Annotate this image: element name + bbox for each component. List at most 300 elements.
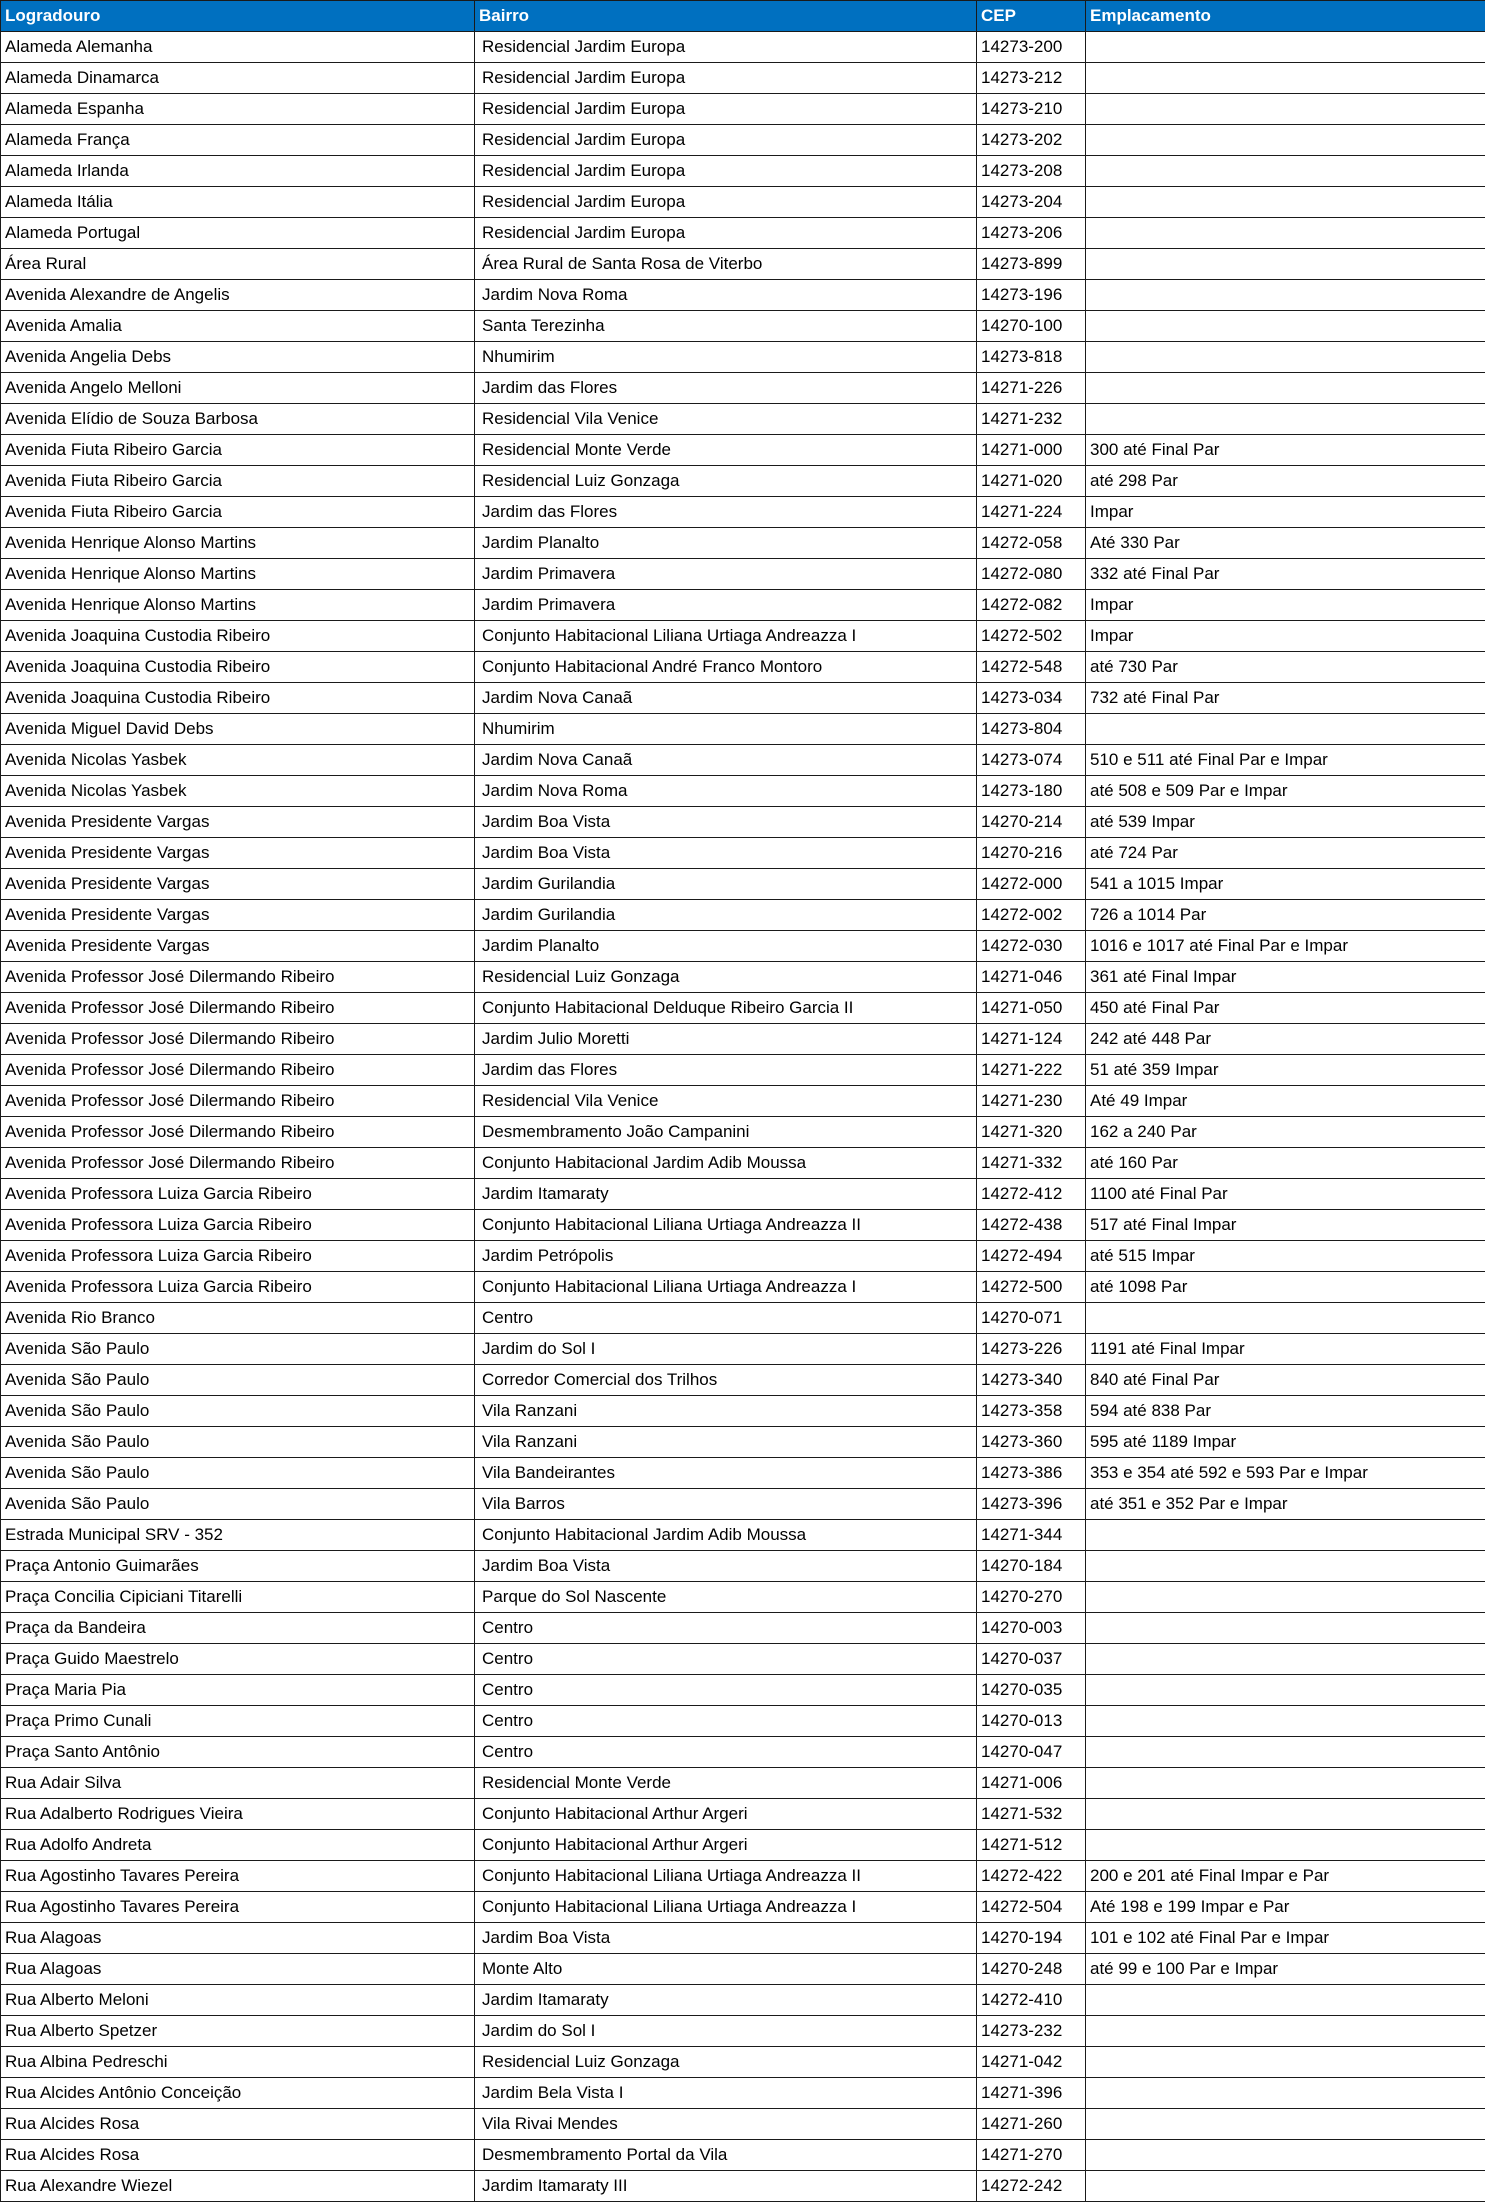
logradouro-cell[interactable]: Avenida Joaquina Custodia Ribeiro: [1, 683, 475, 714]
bairro-cell[interactable]: Jardim Planalto: [475, 528, 977, 559]
bairro-cell[interactable]: Jardim Boa Vista: [475, 1923, 977, 1954]
logradouro-cell[interactable]: Avenida Nicolas Yasbek: [1, 745, 475, 776]
bairro-cell[interactable]: Monte Alto: [475, 1954, 977, 1985]
emplacamento-cell[interactable]: [1086, 1830, 1485, 1861]
bairro-cell[interactable]: Conjunto Habitacional Liliana Urtiaga Andreazza II: [475, 1210, 977, 1241]
bairro-cell[interactable]: Corredor Comercial dos Trilhos: [475, 1365, 977, 1396]
bairro-cell[interactable]: Residencial Jardim Europa: [475, 32, 977, 63]
bairro-cell[interactable]: Jardim das Flores: [475, 1055, 977, 1086]
logradouro-cell[interactable]: Avenida São Paulo: [1, 1489, 475, 1520]
emplacamento-cell[interactable]: 450 até Final Par: [1086, 993, 1485, 1024]
bairro-cell[interactable]: Centro: [475, 1644, 977, 1675]
bairro-cell[interactable]: Conjunto Habitacional Arthur Argeri: [475, 1799, 977, 1830]
logradouro-cell[interactable]: Avenida Nicolas Yasbek: [1, 776, 475, 807]
bairro-cell[interactable]: Residencial Luiz Gonzaga: [475, 2047, 977, 2078]
cep-cell[interactable]: 14270-194: [977, 1923, 1086, 1954]
cep-cell[interactable]: 14272-082: [977, 590, 1086, 621]
emplacamento-cell[interactable]: Até 330 Par: [1086, 528, 1485, 559]
emplacamento-cell[interactable]: Até 49 Impar: [1086, 1086, 1485, 1117]
emplacamento-cell[interactable]: 361 até Final Impar: [1086, 962, 1485, 993]
bairro-cell[interactable]: Conjunto Habitacional Liliana Urtiaga Andreazza I: [475, 1272, 977, 1303]
bairro-cell[interactable]: Centro: [475, 1613, 977, 1644]
logradouro-cell[interactable]: Área Rural: [1, 249, 475, 280]
emplacamento-cell[interactable]: até 160 Par: [1086, 1148, 1485, 1179]
logradouro-cell[interactable]: Praça Concilia Cipiciani Titarelli: [1, 1582, 475, 1613]
logradouro-cell[interactable]: Avenida Angelia Debs: [1, 342, 475, 373]
cep-cell[interactable]: 14270-214: [977, 807, 1086, 838]
emplacamento-cell[interactable]: [1086, 1768, 1485, 1799]
cep-cell[interactable]: 14271-046: [977, 962, 1086, 993]
column-header-logradouro[interactable]: Logradouro: [1, 1, 475, 32]
bairro-cell[interactable]: Residencial Monte Verde: [475, 435, 977, 466]
logradouro-cell[interactable]: Avenida Henrique Alonso Martins: [1, 528, 475, 559]
emplacamento-cell[interactable]: [1086, 1737, 1485, 1768]
logradouro-cell[interactable]: Avenida Presidente Vargas: [1, 869, 475, 900]
table-row: [1, 714, 1485, 745]
emplacamento-cell[interactable]: [1086, 2109, 1485, 2140]
bairro-cell[interactable]: Jardim Gurilandia: [475, 900, 977, 931]
bairro-cell[interactable]: Conjunto Habitacional Delduque Ribeiro Garcia II: [475, 993, 977, 1024]
cep-cell[interactable]: 14273-358: [977, 1396, 1086, 1427]
bairro-cell[interactable]: Vila Bandeirantes: [475, 1458, 977, 1489]
cep-cell[interactable]: 14273-232: [977, 2016, 1086, 2047]
bairro-cell[interactable]: Jardim Boa Vista: [475, 807, 977, 838]
bairro-cell[interactable]: Conjunto Habitacional Liliana Urtiaga Andreazza I: [475, 1892, 977, 1923]
emplacamento-cell[interactable]: [1086, 1582, 1485, 1613]
emplacamento-cell[interactable]: [1086, 187, 1485, 218]
bairro-cell[interactable]: Jardim do Sol I: [475, 1334, 977, 1365]
emplacamento-cell[interactable]: 162 a 240 Par: [1086, 1117, 1485, 1148]
emplacamento-cell[interactable]: 840 até Final Par: [1086, 1365, 1485, 1396]
logradouro-cell[interactable]: Avenida São Paulo: [1, 1365, 475, 1396]
bairro-cell[interactable]: Jardim Primavera: [475, 590, 977, 621]
logradouro-cell[interactable]: Alameda Dinamarca: [1, 63, 475, 94]
cep-cell[interactable]: 14272-242: [977, 2171, 1086, 2202]
bairro-cell[interactable]: Conjunto Habitacional Liliana Urtiaga Andreazza I: [475, 621, 977, 652]
logradouro-cell[interactable]: Avenida Professor José Dilermando Ribeiro: [1, 1117, 475, 1148]
cep-cell[interactable]: 14271-050: [977, 993, 1086, 1024]
cep-cell[interactable]: 14273-804: [977, 714, 1086, 745]
logradouro-cell[interactable]: Avenida Henrique Alonso Martins: [1, 590, 475, 621]
table-row: [1, 776, 1485, 807]
logradouro-cell[interactable]: Praça Guido Maestrelo: [1, 1644, 475, 1675]
logradouro-cell[interactable]: Avenida Professora Luiza Garcia Ribeiro: [1, 1210, 475, 1241]
cep-cell[interactable]: 14271-344: [977, 1520, 1086, 1551]
logradouro-cell[interactable]: Rua Alcides Rosa: [1, 2109, 475, 2140]
emplacamento-cell[interactable]: 353 e 354 até 592 e 593 Par e Impar: [1086, 1458, 1485, 1489]
table-row: [1, 1706, 1485, 1737]
table-row: [1, 1334, 1485, 1365]
logradouro-cell[interactable]: Rua Albina Pedreschi: [1, 2047, 475, 2078]
table-row: [1, 1427, 1485, 1458]
bairro-cell[interactable]: Residencial Jardim Europa: [475, 63, 977, 94]
bairro-cell[interactable]: Residencial Jardim Europa: [475, 125, 977, 156]
emplacamento-cell[interactable]: [1086, 1644, 1485, 1675]
bairro-cell[interactable]: Vila Ranzani: [475, 1396, 977, 1427]
logradouro-cell[interactable]: Avenida São Paulo: [1, 1458, 475, 1489]
logradouro-cell[interactable]: Avenida Presidente Vargas: [1, 931, 475, 962]
emplacamento-cell[interactable]: até 539 Impar: [1086, 807, 1485, 838]
bairro-cell[interactable]: Residencial Jardim Europa: [475, 218, 977, 249]
table-row: [1, 2078, 1485, 2109]
logradouro-cell[interactable]: Avenida Joaquina Custodia Ribeiro: [1, 621, 475, 652]
bairro-cell[interactable]: Jardim Itamaraty III: [475, 2171, 977, 2202]
cep-cell[interactable]: 14270-248: [977, 1954, 1086, 1985]
cep-cell[interactable]: 14271-020: [977, 466, 1086, 497]
cep-cell[interactable]: 14273-210: [977, 94, 1086, 125]
emplacamento-cell[interactable]: até 351 e 352 Par e Impar: [1086, 1489, 1485, 1520]
cep-cell[interactable]: 14271-260: [977, 2109, 1086, 2140]
cep-cell[interactable]: 14273-202: [977, 125, 1086, 156]
bairro-cell[interactable]: Nhumirim: [475, 342, 977, 373]
cep-cell[interactable]: 14273-204: [977, 187, 1086, 218]
cep-cell[interactable]: 14271-042: [977, 2047, 1086, 2078]
bairro-cell[interactable]: Jardim das Flores: [475, 497, 977, 528]
bairro-cell[interactable]: Centro: [475, 1706, 977, 1737]
logradouro-cell[interactable]: Alameda Portugal: [1, 218, 475, 249]
logradouro-cell[interactable]: Avenida Henrique Alonso Martins: [1, 559, 475, 590]
bairro-cell[interactable]: Jardim das Flores: [475, 373, 977, 404]
logradouro-cell[interactable]: Avenida Joaquina Custodia Ribeiro: [1, 652, 475, 683]
emplacamento-cell[interactable]: Impar: [1086, 621, 1485, 652]
cep-cell[interactable]: 14272-058: [977, 528, 1086, 559]
logradouro-cell[interactable]: Avenida Professor José Dilermando Ribeiro: [1, 1055, 475, 1086]
logradouro-cell[interactable]: Avenida São Paulo: [1, 1427, 475, 1458]
bairro-cell[interactable]: Jardim Primavera: [475, 559, 977, 590]
cep-cell[interactable]: 14271-006: [977, 1768, 1086, 1799]
logradouro-cell[interactable]: Avenida Professor José Dilermando Ribeiro: [1, 1086, 475, 1117]
bairro-cell[interactable]: Residencial Jardim Europa: [475, 94, 977, 125]
cep-cell[interactable]: 14270-047: [977, 1737, 1086, 1768]
logradouro-cell[interactable]: Praça Santo Antônio: [1, 1737, 475, 1768]
cep-cell[interactable]: 14270-100: [977, 311, 1086, 342]
cep-cell[interactable]: 14272-500: [977, 1272, 1086, 1303]
emplacamento-cell[interactable]: [1086, 156, 1485, 187]
emplacamento-cell[interactable]: [1086, 125, 1485, 156]
table-row: [1, 745, 1485, 776]
emplacamento-cell[interactable]: [1086, 280, 1485, 311]
cep-cell[interactable]: 14273-034: [977, 683, 1086, 714]
logradouro-cell[interactable]: Avenida Professor José Dilermando Ribeiro: [1, 993, 475, 1024]
logradouro-cell[interactable]: Rua Agostinho Tavares Pereira: [1, 1861, 475, 1892]
column-header-bairro[interactable]: Bairro: [475, 1, 977, 32]
cep-cell[interactable]: 14271-226: [977, 373, 1086, 404]
cep-cell[interactable]: 14270-184: [977, 1551, 1086, 1582]
bairro-cell[interactable]: Conjunto Habitacional André Franco Montoro: [475, 652, 977, 683]
logradouro-cell[interactable]: Rua Alberto Meloni: [1, 1985, 475, 2016]
logradouro-cell[interactable]: Avenida Professor José Dilermando Ribeiro: [1, 1024, 475, 1055]
emplacamento-cell[interactable]: [1086, 1799, 1485, 1830]
cep-cell[interactable]: 14273-196: [977, 280, 1086, 311]
bairro-cell[interactable]: Parque do Sol Nascente: [475, 1582, 977, 1613]
bairro-cell[interactable]: Jardim Bela Vista I: [475, 2078, 977, 2109]
logradouro-cell[interactable]: Alameda Irlanda: [1, 156, 475, 187]
emplacamento-cell[interactable]: [1086, 249, 1485, 280]
logradouro-cell[interactable]: Rua Agostinho Tavares Pereira: [1, 1892, 475, 1923]
cep-cell[interactable]: 14272-504: [977, 1892, 1086, 1923]
logradouro-cell[interactable]: Avenida Rio Branco: [1, 1303, 475, 1334]
column-header-emplacamento[interactable]: Emplacamento: [1086, 1, 1485, 32]
emplacamento-cell[interactable]: [1086, 714, 1485, 745]
cep-cell[interactable]: 14272-080: [977, 559, 1086, 590]
logradouro-cell[interactable]: Praça da Bandeira: [1, 1613, 475, 1644]
cep-cell[interactable]: 14273-200: [977, 32, 1086, 63]
logradouro-cell[interactable]: Avenida Presidente Vargas: [1, 838, 475, 869]
cep-cell[interactable]: 14271-000: [977, 435, 1086, 466]
bairro-cell[interactable]: Residencial Monte Verde: [475, 1768, 977, 1799]
bairro-cell[interactable]: Jardim Boa Vista: [475, 1551, 977, 1582]
logradouro-cell[interactable]: Avenida Fiuta Ribeiro Garcia: [1, 466, 475, 497]
bairro-cell[interactable]: Centro: [475, 1303, 977, 1334]
emplacamento-cell[interactable]: [1086, 2078, 1485, 2109]
emplacamento-cell[interactable]: 1016 e 1017 até Final Par e Impar: [1086, 931, 1485, 962]
logradouro-cell[interactable]: Avenida Elídio de Souza Barbosa: [1, 404, 475, 435]
logradouro-cell[interactable]: Avenida Professor José Dilermando Ribeiro: [1, 1148, 475, 1179]
bairro-cell[interactable]: Vila Barros: [475, 1489, 977, 1520]
cep-cell[interactable]: 14272-422: [977, 1861, 1086, 1892]
cep-cell[interactable]: 14272-502: [977, 621, 1086, 652]
cep-cell[interactable]: 14273-206: [977, 218, 1086, 249]
bairro-cell[interactable]: Centro: [475, 1675, 977, 1706]
table-row: [1, 218, 1485, 249]
cep-cell[interactable]: 14273-396: [977, 1489, 1086, 1520]
cep-cell[interactable]: 14272-030: [977, 931, 1086, 962]
table-row: [1, 1675, 1485, 1706]
cep-cell[interactable]: 14273-208: [977, 156, 1086, 187]
emplacamento-cell[interactable]: [1086, 2140, 1485, 2171]
logradouro-cell[interactable]: Rua Alberto Spetzer: [1, 2016, 475, 2047]
cep-cell[interactable]: 14271-232: [977, 404, 1086, 435]
logradouro-cell[interactable]: Avenida Professor José Dilermando Ribeiro: [1, 962, 475, 993]
bairro-cell[interactable]: Nhumirim: [475, 714, 977, 745]
logradouro-cell[interactable]: Avenida Professora Luiza Garcia Ribeiro: [1, 1272, 475, 1303]
emplacamento-cell[interactable]: até 1098 Par: [1086, 1272, 1485, 1303]
cep-cell[interactable]: 14273-074: [977, 745, 1086, 776]
emplacamento-cell[interactable]: Impar: [1086, 497, 1485, 528]
emplacamento-cell[interactable]: 726 a 1014 Par: [1086, 900, 1485, 931]
emplacamento-cell[interactable]: [1086, 1706, 1485, 1737]
emplacamento-cell[interactable]: [1086, 1520, 1485, 1551]
logradouro-cell[interactable]: Estrada Municipal SRV - 352: [1, 1520, 475, 1551]
bairro-cell[interactable]: Residencial Luiz Gonzaga: [475, 962, 977, 993]
cep-cell[interactable]: 14273-360: [977, 1427, 1086, 1458]
bairro-cell[interactable]: Jardim Julio Moretti: [475, 1024, 977, 1055]
cep-cell[interactable]: 14272-494: [977, 1241, 1086, 1272]
bairro-cell[interactable]: Conjunto Habitacional Arthur Argeri: [475, 1830, 977, 1861]
logradouro-cell[interactable]: Rua Alcides Antônio Conceição: [1, 2078, 475, 2109]
logradouro-cell[interactable]: Praça Primo Cunali: [1, 1706, 475, 1737]
emplacamento-cell[interactable]: [1086, 404, 1485, 435]
table-row: [1, 1613, 1485, 1644]
bairro-cell[interactable]: Área Rural de Santa Rosa de Viterbo: [475, 249, 977, 280]
emplacamento-cell[interactable]: [1086, 342, 1485, 373]
cep-cell[interactable]: 14270-035: [977, 1675, 1086, 1706]
logradouro-cell[interactable]: Rua Adair Silva: [1, 1768, 475, 1799]
emplacamento-cell[interactable]: [1086, 1613, 1485, 1644]
cep-cell[interactable]: 14273-818: [977, 342, 1086, 373]
emplacamento-cell[interactable]: [1086, 2047, 1485, 2078]
logradouro-cell[interactable]: Rua Alagoas: [1, 1923, 475, 1954]
emplacamento-cell[interactable]: [1086, 32, 1485, 63]
cep-cell[interactable]: 14271-320: [977, 1117, 1086, 1148]
cep-cell[interactable]: 14272-000: [977, 869, 1086, 900]
bairro-cell[interactable]: Jardim Nova Canaã: [475, 745, 977, 776]
bairro-cell[interactable]: Santa Terezinha: [475, 311, 977, 342]
emplacamento-cell[interactable]: até 99 e 100 Par e Impar: [1086, 1954, 1485, 1985]
cep-cell[interactable]: 14271-332: [977, 1148, 1086, 1179]
cep-cell[interactable]: 14270-013: [977, 1706, 1086, 1737]
logradouro-cell[interactable]: Rua Alexandre Wiezel: [1, 2171, 475, 2202]
logradouro-cell[interactable]: Avenida Presidente Vargas: [1, 900, 475, 931]
emplacamento-cell[interactable]: até 298 Par: [1086, 466, 1485, 497]
logradouro-cell[interactable]: Avenida São Paulo: [1, 1396, 475, 1427]
logradouro-cell[interactable]: Praça Maria Pia: [1, 1675, 475, 1706]
cep-cell[interactable]: 14270-037: [977, 1644, 1086, 1675]
emplacamento-cell[interactable]: 1191 até Final Impar: [1086, 1334, 1485, 1365]
cep-cell[interactable]: 14273-212: [977, 63, 1086, 94]
emplacamento-cell[interactable]: 332 até Final Par: [1086, 559, 1485, 590]
emplacamento-cell[interactable]: Até 198 e 199 Impar e Par: [1086, 1892, 1485, 1923]
logradouro-cell[interactable]: Rua Adalberto Rodrigues Vieira: [1, 1799, 475, 1830]
bairro-cell[interactable]: Residencial Vila Venice: [475, 1086, 977, 1117]
logradouro-cell[interactable]: Avenida Fiuta Ribeiro Garcia: [1, 497, 475, 528]
bairro-cell[interactable]: Vila Rivai Mendes: [475, 2109, 977, 2140]
emplacamento-cell[interactable]: [1086, 63, 1485, 94]
cep-cell[interactable]: 14273-899: [977, 249, 1086, 280]
emplacamento-cell[interactable]: [1086, 2171, 1485, 2202]
table-row: [1, 404, 1485, 435]
emplacamento-cell[interactable]: [1086, 1985, 1485, 2016]
cep-cell[interactable]: 14272-410: [977, 1985, 1086, 2016]
emplacamento-cell[interactable]: [1086, 373, 1485, 404]
emplacamento-cell[interactable]: 200 e 201 até Final Impar e Par: [1086, 1861, 1485, 1892]
emplacamento-cell[interactable]: até 515 Impar: [1086, 1241, 1485, 1272]
bairro-cell[interactable]: Residencial Vila Venice: [475, 404, 977, 435]
emplacamento-cell[interactable]: 300 até Final Par: [1086, 435, 1485, 466]
bairro-cell[interactable]: Jardim Itamaraty: [475, 1985, 977, 2016]
bairro-cell[interactable]: Residencial Jardim Europa: [475, 187, 977, 218]
bairro-cell[interactable]: Jardim Nova Roma: [475, 280, 977, 311]
logradouro-cell[interactable]: Avenida São Paulo: [1, 1334, 475, 1365]
logradouro-cell[interactable]: Alameda Espanha: [1, 94, 475, 125]
emplacamento-cell[interactable]: 595 até 1189 Impar: [1086, 1427, 1485, 1458]
cep-cell[interactable]: 14272-548: [977, 652, 1086, 683]
bairro-cell[interactable]: Centro: [475, 1737, 977, 1768]
bairro-cell[interactable]: Desmembramento João Campanini: [475, 1117, 977, 1148]
emplacamento-cell[interactable]: [1086, 2016, 1485, 2047]
table-row: [1, 94, 1485, 125]
logradouro-cell[interactable]: Praça Antonio Guimarães: [1, 1551, 475, 1582]
logradouro-cell[interactable]: Rua Adolfo Andreta: [1, 1830, 475, 1861]
emplacamento-cell[interactable]: [1086, 1675, 1485, 1706]
bairro-cell[interactable]: Residencial Jardim Europa: [475, 156, 977, 187]
bairro-cell[interactable]: Vila Ranzani: [475, 1427, 977, 1458]
logradouro-cell[interactable]: Avenida Angelo Melloni: [1, 373, 475, 404]
cep-cell[interactable]: 14270-071: [977, 1303, 1086, 1334]
bairro-cell[interactable]: Desmembramento Portal da Vila: [475, 2140, 977, 2171]
logradouro-cell[interactable]: Rua Alagoas: [1, 1954, 475, 1985]
table-row: [1, 1489, 1485, 1520]
cep-cell[interactable]: 14271-512: [977, 1830, 1086, 1861]
bairro-cell[interactable]: Conjunto Habitacional Jardim Adib Moussa: [475, 1520, 977, 1551]
bairro-cell[interactable]: Jardim Gurilandia: [475, 869, 977, 900]
logradouro-cell[interactable]: Avenida Amalia: [1, 311, 475, 342]
emplacamento-cell[interactable]: [1086, 1551, 1485, 1582]
emplacamento-cell[interactable]: 517 até Final Impar: [1086, 1210, 1485, 1241]
logradouro-cell[interactable]: Alameda França: [1, 125, 475, 156]
bairro-cell[interactable]: Residencial Luiz Gonzaga: [475, 466, 977, 497]
cep-cell[interactable]: 14273-180: [977, 776, 1086, 807]
logradouro-cell[interactable]: Avenida Professora Luiza Garcia Ribeiro: [1, 1241, 475, 1272]
emplacamento-cell[interactable]: [1086, 94, 1485, 125]
logradouro-cell[interactable]: Alameda Itália: [1, 187, 475, 218]
emplacamento-cell[interactable]: 1100 até Final Par: [1086, 1179, 1485, 1210]
cep-cell[interactable]: 14271-270: [977, 2140, 1086, 2171]
logradouro-cell[interactable]: Avenida Fiuta Ribeiro Garcia: [1, 435, 475, 466]
emplacamento-cell[interactable]: 51 até 359 Impar: [1086, 1055, 1485, 1086]
emplacamento-cell[interactable]: [1086, 218, 1485, 249]
cep-cell[interactable]: 14273-226: [977, 1334, 1086, 1365]
table-row: [1, 466, 1485, 497]
cep-cell[interactable]: 14271-230: [977, 1086, 1086, 1117]
logradouro-cell[interactable]: Avenida Presidente Vargas: [1, 807, 475, 838]
cep-cell[interactable]: 14272-438: [977, 1210, 1086, 1241]
logradouro-cell[interactable]: Avenida Miguel David Debs: [1, 714, 475, 745]
bairro-cell[interactable]: Jardim Petrópolis: [475, 1241, 977, 1272]
cep-cell[interactable]: 14270-003: [977, 1613, 1086, 1644]
bairro-cell[interactable]: Jardim do Sol I: [475, 2016, 977, 2047]
emplacamento-cell[interactable]: 242 até 448 Par: [1086, 1024, 1485, 1055]
column-header-cep[interactable]: CEP: [977, 1, 1086, 32]
cep-cell[interactable]: 14271-224: [977, 497, 1086, 528]
table-row: [1, 2140, 1485, 2171]
cep-cell[interactable]: 14273-386: [977, 1458, 1086, 1489]
emplacamento-cell[interactable]: 541 a 1015 Impar: [1086, 869, 1485, 900]
bairro-cell[interactable]: Jardim Planalto: [475, 931, 977, 962]
emplacamento-cell[interactable]: 101 e 102 até Final Par e Impar: [1086, 1923, 1485, 1954]
emplacamento-cell[interactable]: Impar: [1086, 590, 1485, 621]
cep-cell[interactable]: 14272-412: [977, 1179, 1086, 1210]
emplacamento-cell[interactable]: até 508 e 509 Par e Impar: [1086, 776, 1485, 807]
table-row: [1, 838, 1485, 869]
cep-cell[interactable]: 14271-396: [977, 2078, 1086, 2109]
logradouro-cell[interactable]: Rua Alcides Rosa: [1, 2140, 475, 2171]
bairro-cell[interactable]: Conjunto Habitacional Liliana Urtiaga Andreazza II: [475, 1861, 977, 1892]
bairro-cell[interactable]: Jardim Nova Canaã: [475, 683, 977, 714]
cep-cell[interactable]: 14271-222: [977, 1055, 1086, 1086]
cep-cell[interactable]: 14271-532: [977, 1799, 1086, 1830]
logradouro-cell[interactable]: Avenida Professora Luiza Garcia Ribeiro: [1, 1179, 475, 1210]
emplacamento-cell[interactable]: 510 e 511 até Final Par e Impar: [1086, 745, 1485, 776]
emplacamento-cell[interactable]: até 730 Par: [1086, 652, 1485, 683]
bairro-cell[interactable]: Jardim Nova Roma: [475, 776, 977, 807]
bairro-cell[interactable]: Jardim Boa Vista: [475, 838, 977, 869]
cep-cell[interactable]: 14272-002: [977, 900, 1086, 931]
logradouro-cell[interactable]: Avenida Alexandre de Angelis: [1, 280, 475, 311]
emplacamento-cell[interactable]: [1086, 1303, 1485, 1334]
emplacamento-cell[interactable]: 594 até 838 Par: [1086, 1396, 1485, 1427]
logradouro-cell[interactable]: Alameda Alemanha: [1, 32, 475, 63]
cep-cell[interactable]: 14273-340: [977, 1365, 1086, 1396]
bairro-cell[interactable]: Conjunto Habitacional Jardim Adib Moussa: [475, 1148, 977, 1179]
bairro-cell[interactable]: Jardim Itamaraty: [475, 1179, 977, 1210]
emplacamento-cell[interactable]: 732 até Final Par: [1086, 683, 1485, 714]
emplacamento-cell[interactable]: até 724 Par: [1086, 838, 1485, 869]
cep-cell[interactable]: 14270-216: [977, 838, 1086, 869]
cep-cell[interactable]: 14270-270: [977, 1582, 1086, 1613]
cep-cell[interactable]: 14271-124: [977, 1024, 1086, 1055]
emplacamento-cell[interactable]: [1086, 311, 1485, 342]
